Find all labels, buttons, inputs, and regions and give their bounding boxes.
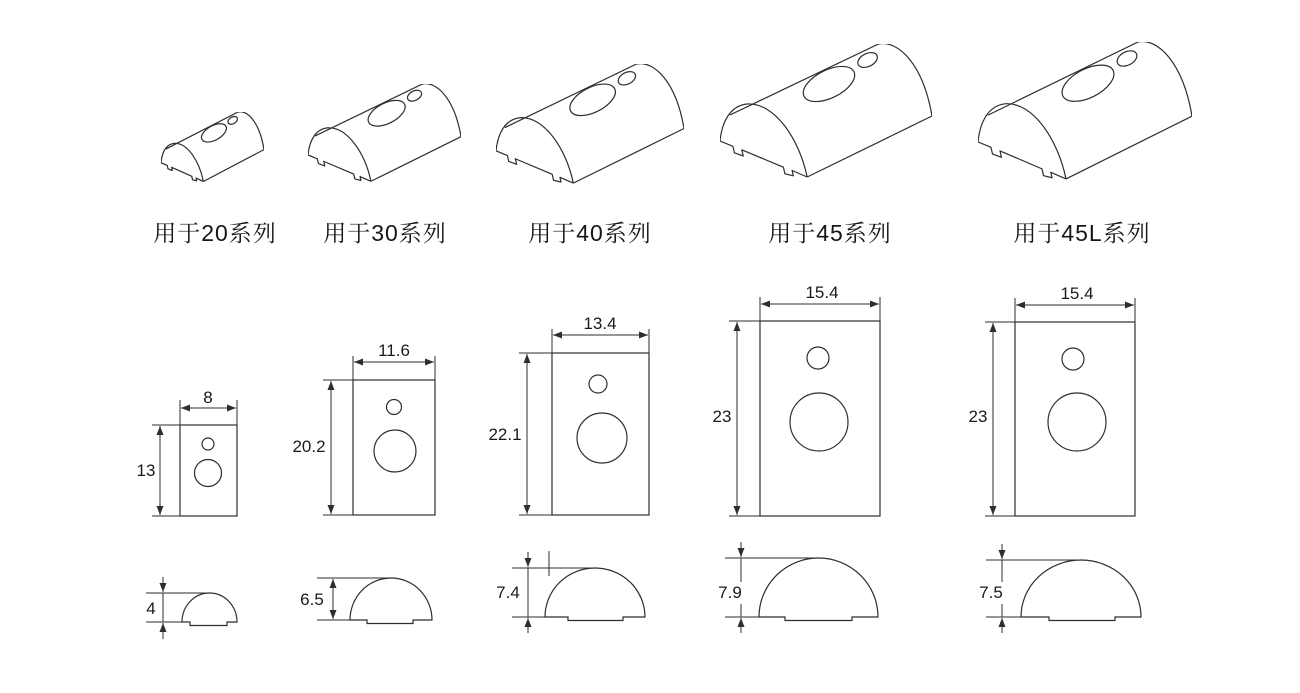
profile-view-30 bbox=[300, 578, 432, 624]
height-dimension-45 bbox=[729, 321, 760, 516]
profile-view-40 bbox=[496, 551, 645, 633]
front-height-value-45l: 23 bbox=[968, 407, 988, 426]
front-height-value-30: 20.2 bbox=[292, 437, 326, 456]
front-outline-20 bbox=[180, 425, 237, 516]
profile-view-20 bbox=[146, 577, 237, 639]
iso-view-45l bbox=[978, 42, 1192, 179]
front-outline-40 bbox=[552, 353, 649, 515]
front-view-20 bbox=[137, 388, 237, 516]
front-width-value-30: 11.6 bbox=[378, 341, 410, 360]
front-height-value-40: 22.1 bbox=[488, 425, 522, 444]
profile-outline-30 bbox=[350, 578, 432, 624]
front-large-hole-30 bbox=[374, 430, 416, 472]
front-view-45 bbox=[713, 283, 880, 516]
front-view-30 bbox=[292, 341, 435, 515]
front-small-hole-20 bbox=[202, 438, 214, 450]
profile-views bbox=[146, 542, 1141, 639]
front-small-hole-40 bbox=[589, 375, 607, 393]
series-label-30: 用于30系列 bbox=[323, 220, 447, 246]
profile-dimension-20 bbox=[146, 577, 212, 639]
series-label-45: 用于45系列 bbox=[768, 220, 892, 246]
profile-outline-45l bbox=[1021, 560, 1141, 621]
height-dimension-30 bbox=[323, 380, 353, 515]
profile-view-45l bbox=[979, 544, 1141, 633]
front-small-hole-45l bbox=[1062, 348, 1084, 370]
profile-outline-45 bbox=[759, 558, 878, 621]
iso-view-30 bbox=[308, 84, 461, 182]
profile-height-value-45l: 7.5 bbox=[979, 583, 1003, 602]
front-height-value-45: 23 bbox=[712, 407, 732, 426]
front-large-hole-20 bbox=[195, 460, 222, 487]
front-large-hole-45 bbox=[790, 393, 848, 451]
front-large-hole-40 bbox=[577, 413, 627, 463]
front-small-hole-30 bbox=[387, 400, 402, 415]
iso-view-45 bbox=[720, 44, 932, 177]
profile-outline-20 bbox=[182, 593, 237, 625]
front-large-hole-45l bbox=[1048, 393, 1106, 451]
profile-view-45 bbox=[718, 542, 878, 633]
front-width-value-20: 8 bbox=[203, 388, 213, 407]
iso-view-20 bbox=[161, 112, 264, 182]
height-dimension-45l bbox=[985, 322, 1015, 516]
front-small-hole-45 bbox=[807, 347, 829, 369]
front-outline-45 bbox=[760, 321, 880, 516]
profile-height-value-40: 7.4 bbox=[496, 583, 520, 602]
height-dimension-20 bbox=[152, 425, 180, 516]
profile-outline-40 bbox=[545, 568, 645, 621]
front-width-value-40: 13.4 bbox=[583, 314, 617, 333]
profile-height-value-45: 7.9 bbox=[718, 583, 742, 602]
front-height-value-20: 13 bbox=[136, 461, 156, 480]
front-views bbox=[137, 283, 1135, 516]
series-label-45l: 用于45L系列 bbox=[1013, 220, 1151, 246]
iso-view-40 bbox=[496, 64, 684, 183]
series-label-40: 用于40系列 bbox=[528, 220, 652, 246]
series-label-20: 用于20系列 bbox=[153, 220, 277, 246]
profile-height-value-20: 4 bbox=[146, 599, 156, 618]
front-view-40 bbox=[488, 314, 649, 515]
front-width-value-45l: 15.4 bbox=[1060, 284, 1094, 303]
front-view-45l bbox=[969, 284, 1135, 516]
profile-height-value-30: 6.5 bbox=[300, 590, 324, 609]
profile-dimension-30 bbox=[317, 578, 391, 620]
front-outline-45l bbox=[1015, 322, 1135, 516]
height-dimension-40 bbox=[519, 353, 552, 515]
front-width-value-45: 15.4 bbox=[805, 283, 839, 302]
iso-views bbox=[161, 42, 1192, 184]
front-outline-30 bbox=[353, 380, 435, 515]
